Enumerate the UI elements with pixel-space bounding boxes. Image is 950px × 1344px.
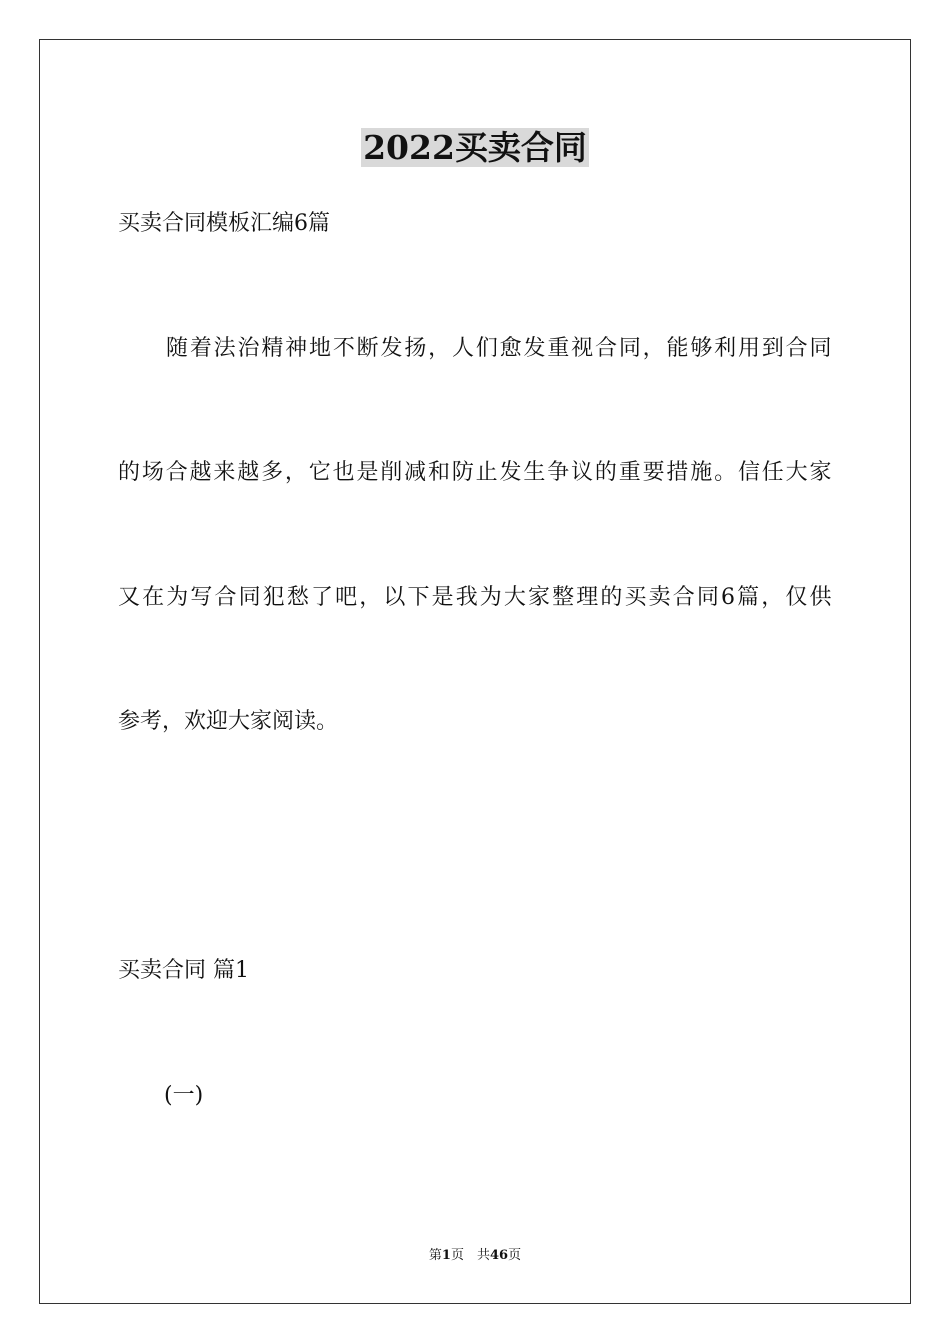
document-subtitle: 买卖合同模板汇编6篇 <box>118 211 330 236</box>
section-heading: 买卖合同 篇1 <box>118 958 249 983</box>
footer-suffix: 页 <box>508 1248 522 1263</box>
paragraph-line-2: 的场合越来越多，它也是削减和防止发生争议的重要措施。信任大家 <box>118 460 832 485</box>
footer-prefix: 第 <box>428 1248 442 1263</box>
paragraph-line-1: 随着法治精神地不断发扬，人们愈发重视合同，能够利用到合同 <box>166 336 832 361</box>
document-title <box>0 128 950 168</box>
paragraph-line-3: 又在为写合同犯愁了吧，以下是我为大家整理的买卖合同6篇，仅供 <box>118 585 832 610</box>
page-footer <box>0 1247 950 1265</box>
section-item: (一) <box>164 1083 204 1108</box>
paragraph-line-4: 参考，欢迎大家阅读。 <box>118 709 339 734</box>
footer-total-pages: 46 <box>489 1248 509 1263</box>
footer-page-number: 1 <box>441 1248 451 1263</box>
document-title-text: 2022买卖合同 <box>363 128 587 167</box>
footer-mid: 页 共 <box>450 1248 490 1263</box>
